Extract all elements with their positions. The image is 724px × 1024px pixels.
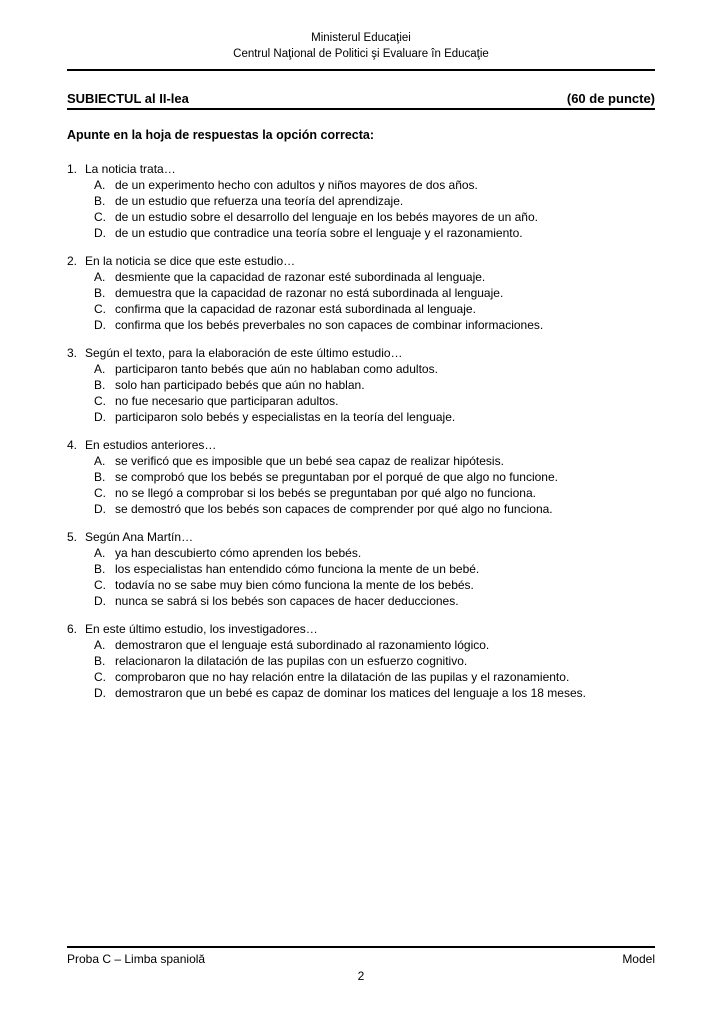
question-text: En la noticia se dice que este estudio… <box>85 254 296 268</box>
option-text: de un estudio que refuerza una teoría del aprendizaje. <box>115 194 404 208</box>
option-letter: B. <box>94 194 106 208</box>
option-letter: C. <box>94 302 106 316</box>
option-letter: A. <box>94 362 106 376</box>
option-text: demostraron que un bebé es capaz de dominar los matices del lenguaje a los 18 meses. <box>115 686 586 700</box>
option-text: comprobaron que no hay relación entre la dilatación de las pupilas y el razonamiento. <box>115 670 570 684</box>
option-letter: D. <box>94 318 106 332</box>
option-letter: B. <box>94 562 106 576</box>
ministry-name: Ministerul Educaţiei <box>311 32 411 44</box>
answer-option <box>67 593 655 609</box>
question-text: La noticia trata… <box>85 162 176 176</box>
option-letter: C. <box>94 210 106 224</box>
question-stem <box>67 437 655 453</box>
option-text: ya han descubierto cómo aprenden los bebés. <box>115 546 362 560</box>
question-2 <box>67 253 655 333</box>
question-stem <box>67 161 655 177</box>
option-letter: C. <box>94 578 106 592</box>
footer-exam-name: Proba C – Limba spaniolă <box>67 952 206 966</box>
answer-option <box>67 501 655 517</box>
option-letter: D. <box>94 410 106 424</box>
question-stem <box>67 345 655 361</box>
option-text: participaron solo bebés y especialistas en la teoría del lenguaje. <box>115 410 456 424</box>
answer-option <box>67 225 655 241</box>
answer-option <box>67 453 655 469</box>
question-text: Según el texto, para la elaboración de este último estudio… <box>85 346 403 360</box>
option-text: demostraron que el lenguaje está subordinado al razonamiento lógico. <box>115 638 490 652</box>
option-text: se demostró que los bebés son capaces de comprender por qué algo no funciona. <box>115 502 553 516</box>
question-3 <box>67 345 655 425</box>
option-letter: A. <box>94 546 106 560</box>
institution-name: Centrul Naţional de Politici şi Evaluare în Educaţie <box>233 48 489 60</box>
page-footer <box>67 946 655 984</box>
option-text: desmiente que la capacidad de razonar esté subordinada al lenguaje. <box>115 270 486 284</box>
option-letter: C. <box>94 486 106 500</box>
answer-option <box>67 393 655 409</box>
option-text: de un estudio sobre el desarrollo del lenguaje en los bebés mayores de un año. <box>115 210 538 224</box>
answer-option <box>67 317 655 333</box>
footer-divider <box>67 946 655 948</box>
question-list <box>67 161 655 701</box>
question-number: 2. <box>67 254 78 268</box>
question-1 <box>67 161 655 241</box>
option-text: participaron tanto bebés que aún no hablaban como adultos. <box>115 362 438 376</box>
option-text: no se llegó a comprobar si los bebés se preguntaban por qué algo no funciona. <box>115 486 536 500</box>
subject-title: SUBIECTUL al II-lea <box>67 91 189 106</box>
answer-option <box>67 209 655 225</box>
question-number: 1. <box>67 162 78 176</box>
question-number: 4. <box>67 438 78 452</box>
option-letter: A. <box>94 454 106 468</box>
answer-option <box>67 285 655 301</box>
answer-option <box>67 669 655 685</box>
footer-model-label: Model <box>622 952 655 966</box>
question-stem <box>67 529 655 545</box>
option-letter: B. <box>94 654 106 668</box>
instruction-text: Apunte en la hoja de respuestas la opción correcta: <box>67 128 375 142</box>
question-5 <box>67 529 655 609</box>
document-header <box>67 30 655 62</box>
option-letter: D. <box>94 686 106 700</box>
answer-option <box>67 177 655 193</box>
option-letter: B. <box>94 286 106 300</box>
question-text: En este último estudio, los investigadores… <box>85 622 318 636</box>
subject-heading <box>67 91 655 110</box>
option-letter: B. <box>94 378 106 392</box>
option-text: nunca se sabrá si los bebés son capaces de hacer deducciones. <box>115 594 459 608</box>
question-number: 5. <box>67 530 78 544</box>
answer-option <box>67 377 655 393</box>
question-number: 3. <box>67 346 78 360</box>
answer-option <box>67 269 655 285</box>
option-text: de un experimento hecho con adultos y niños mayores de dos años. <box>115 178 478 192</box>
answer-option <box>67 301 655 317</box>
answer-option <box>67 409 655 425</box>
answer-option <box>67 637 655 653</box>
option-letter: A. <box>94 178 106 192</box>
option-letter: D. <box>94 594 106 608</box>
option-text: solo han participado bebés que aún no hablan. <box>115 378 365 392</box>
option-letter: A. <box>94 638 106 652</box>
option-letter: D. <box>94 226 106 240</box>
option-letter: D. <box>94 502 106 516</box>
answer-option <box>67 193 655 209</box>
option-letter: A. <box>94 270 106 284</box>
option-text: de un estudio que contradice una teoría sobre el lenguaje y el razonamiento. <box>115 226 523 240</box>
page-number: 2 <box>357 969 365 983</box>
answer-option <box>67 653 655 669</box>
header-divider <box>67 69 655 71</box>
option-text: confirma que la capacidad de razonar está subordinada al lenguaje. <box>115 302 476 316</box>
option-letter: C. <box>94 670 106 684</box>
answer-option <box>67 685 655 701</box>
question-4 <box>67 437 655 517</box>
question-text: Según Ana Martín… <box>85 530 194 544</box>
option-text: se comprobó que los bebés se preguntaban por el porqué de que algo no funcione. <box>115 470 558 484</box>
question-number: 6. <box>67 622 78 636</box>
answer-option <box>67 545 655 561</box>
subject-points: (60 de puncte) <box>566 91 655 106</box>
option-text: no fue necesario que participaran adultos. <box>115 394 339 408</box>
question-stem <box>67 253 655 269</box>
option-text: confirma que los bebés preverbales no son capaces de combinar informaciones. <box>115 318 544 332</box>
question-6 <box>67 621 655 701</box>
option-letter: C. <box>94 394 106 408</box>
answer-option <box>67 469 655 485</box>
option-text: todavía no se sabe muy bien cómo funciona la mente de los bebés. <box>115 578 474 592</box>
option-text: se verificó que es imposible que un bebé sea capaz de realizar hipótesis. <box>115 454 504 468</box>
answer-option <box>67 577 655 593</box>
answer-option <box>67 485 655 501</box>
question-text: En estudios anteriores… <box>85 438 217 452</box>
option-text: los especialistas han entendido cómo funciona la mente de un bebé. <box>115 562 480 576</box>
option-letter: B. <box>94 470 106 484</box>
answer-option <box>67 361 655 377</box>
option-text: demuestra que la capacidad de razonar no está subordinada al lenguaje. <box>115 286 504 300</box>
option-text: relacionaron la dilatación de las pupilas con un esfuerzo cognitivo. <box>115 654 468 668</box>
answer-option <box>67 561 655 577</box>
question-stem <box>67 621 655 637</box>
